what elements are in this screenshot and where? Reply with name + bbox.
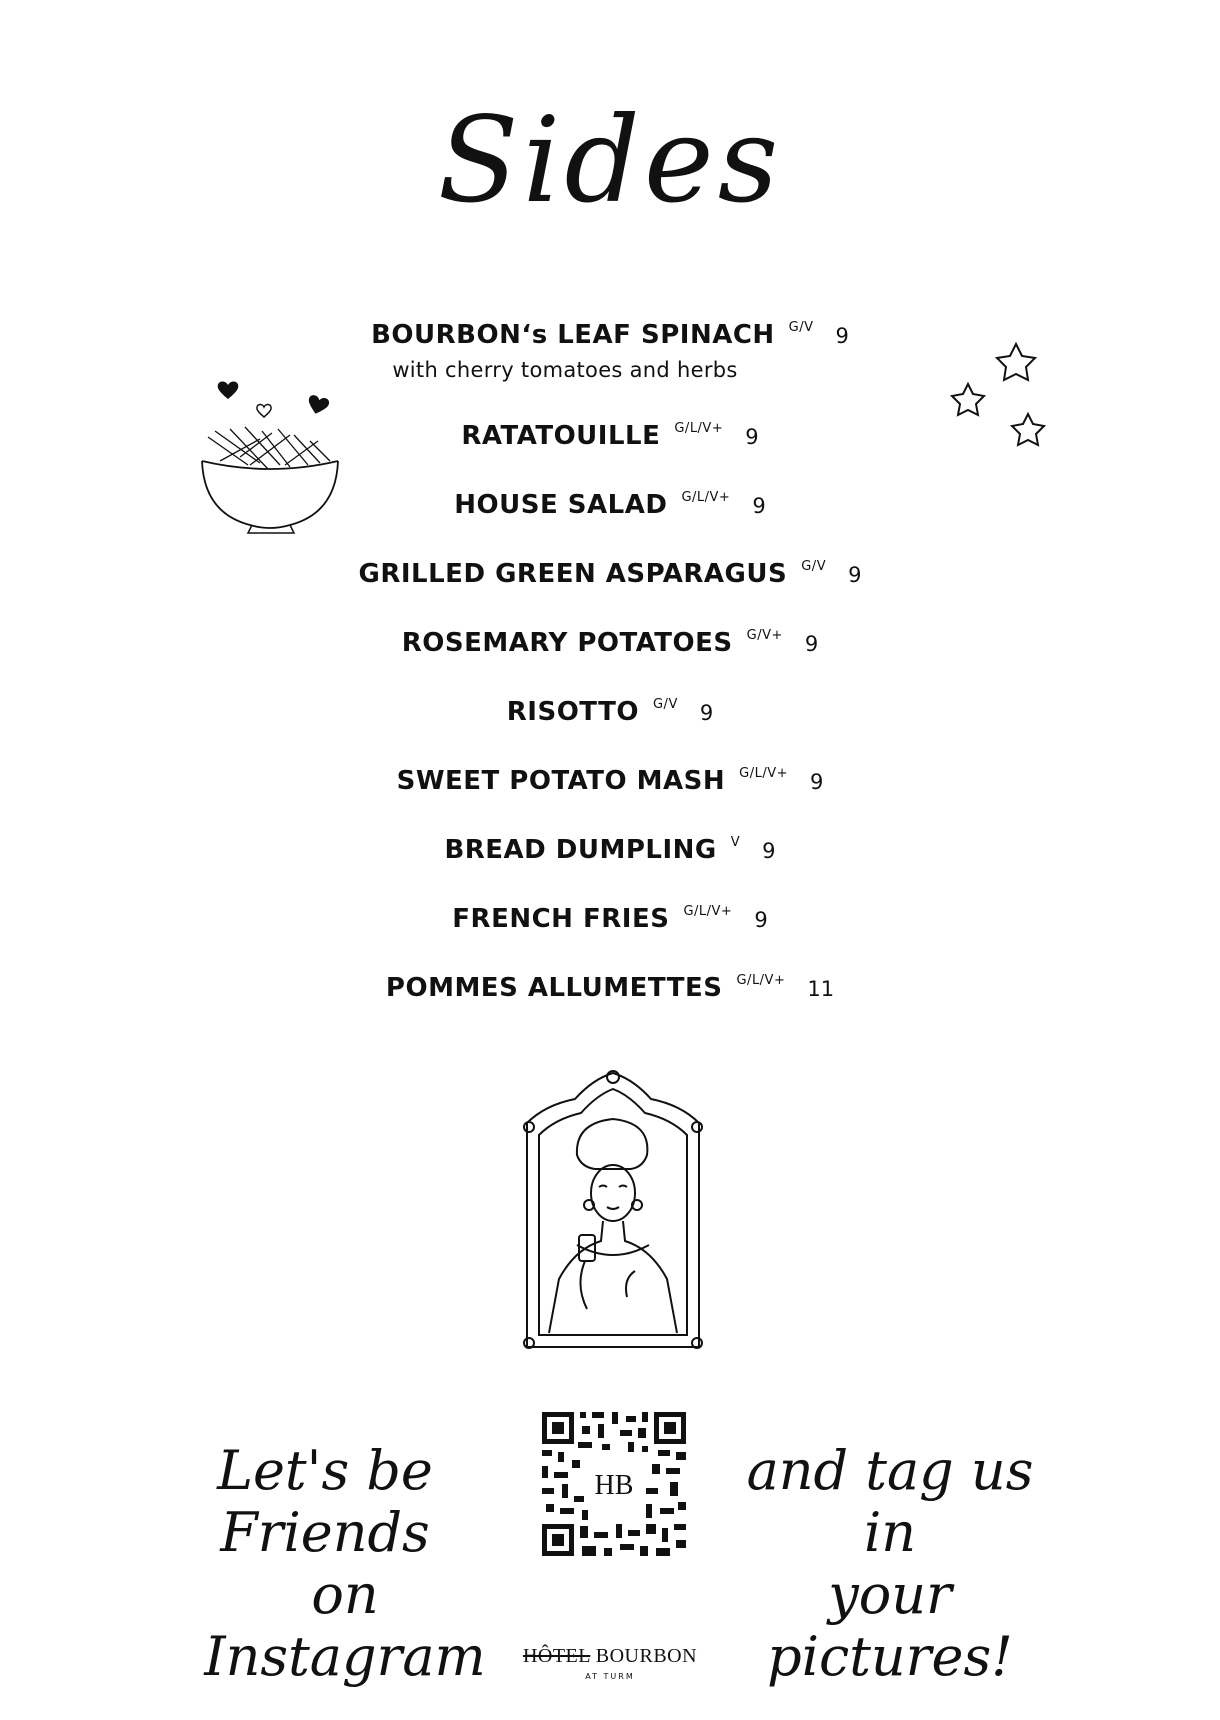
instagram-invite-line1: Let's be Friends: [217, 1439, 433, 1564]
item-price: 9: [699, 701, 714, 725]
item-description: with cherry tomatoes and herbs: [392, 358, 738, 382]
menu-item: [0, 904, 1220, 934]
item-tags: G/V+: [746, 628, 783, 643]
item-price: 9: [835, 324, 849, 348]
menu-item: [0, 320, 1220, 350]
instagram-invite-line2: on Instagram: [204, 1563, 486, 1688]
item-tags: G/L/V+: [681, 490, 731, 505]
item-tags: G/L/V+: [683, 904, 733, 919]
menu-item: [0, 490, 1220, 520]
brand-logo: [0, 1645, 1220, 1668]
item-name: SWEET POTATO MASH: [396, 766, 726, 796]
item-name: ROSEMARY POTATOES: [401, 628, 733, 658]
menu-item: [0, 973, 1220, 1003]
item-name: HOUSE SALAD: [454, 490, 668, 520]
item-name: GRILLED GREEN ASPARAGUS: [358, 559, 788, 589]
menu-item: [0, 559, 1220, 589]
item-name: RATATOUILLE: [461, 421, 661, 451]
page-title: Sides: [437, 91, 783, 229]
framed-portrait-icon: [515, 1065, 710, 1355]
item-name: BOURBON‘s LEAF SPINACH: [371, 320, 775, 350]
item-price: 9: [804, 632, 819, 656]
menu-item: [0, 835, 1220, 865]
qr-code-icon[interactable]: [542, 1412, 686, 1556]
tag-invite-line1: and tag us in: [746, 1439, 1034, 1564]
menu-item: [0, 697, 1220, 727]
item-name: BREAD DUMPLING: [444, 835, 717, 865]
item-tags: G/L/V+: [674, 421, 724, 436]
item-price: 9: [762, 839, 776, 863]
brand-subtitle: AT TURM: [585, 1672, 635, 1681]
item-name: FRENCH FRIES: [452, 904, 670, 934]
tag-invite-line2: your pictures!: [767, 1563, 1013, 1688]
item-price: 9: [810, 770, 824, 794]
qr-monogram: HB: [594, 1470, 634, 1501]
brand-name: BOURBON: [595, 1645, 698, 1667]
item-price: 9: [754, 908, 768, 932]
item-tags: G/V: [788, 320, 814, 335]
item-tags: V: [730, 835, 741, 850]
menu-item: [0, 628, 1220, 658]
item-price: 9: [752, 494, 766, 518]
item-tags: G/V: [652, 697, 678, 712]
item-tags: G/V: [801, 559, 827, 574]
item-tags: G/L/V+: [739, 766, 789, 781]
item-name: POMMES ALLUMETTES: [385, 973, 723, 1003]
brand-prefix: HÔTEL: [522, 1645, 591, 1667]
item-tags: G/L/V+: [736, 973, 786, 988]
item-price: 9: [848, 563, 862, 587]
item-name: RISOTTO: [506, 697, 639, 727]
item-price: 9: [745, 425, 759, 449]
menu-item: [0, 421, 1220, 451]
item-price: 11: [807, 977, 835, 1001]
menu-item: [0, 766, 1220, 796]
